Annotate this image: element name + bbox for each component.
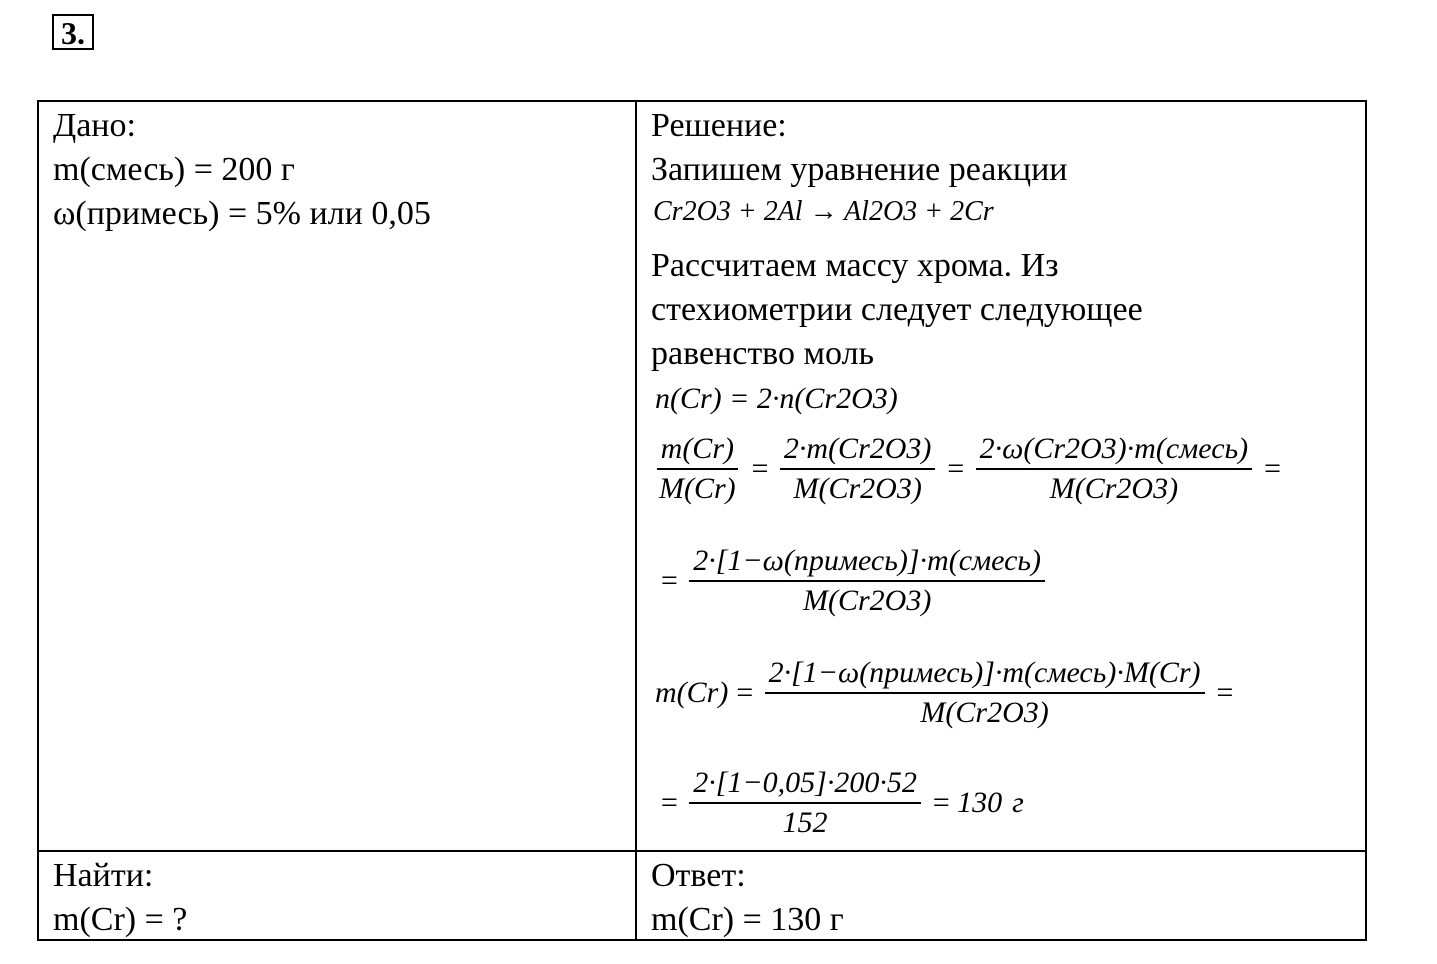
solution-step-line-2: стехиометрии следует следующее xyxy=(651,291,1143,328)
solution-table xyxy=(37,100,1367,941)
column-divider xyxy=(635,102,637,939)
fraction-denominator: M(Cr2O3) xyxy=(1049,472,1179,505)
equals-sign: = xyxy=(659,564,680,597)
fraction-numerator: 2·ω(Cr2O3)·m(смесь) xyxy=(976,432,1253,470)
solution-heading: Решение: xyxy=(651,107,787,144)
moles-equation-text: n(Cr) = 2·n(Cr2O3) xyxy=(655,382,898,415)
row-divider xyxy=(39,850,1365,852)
equals-sign: = xyxy=(945,452,966,485)
fraction-impurity xyxy=(689,544,1045,618)
fraction-denominator: M(Cr2O3) xyxy=(802,584,932,617)
answer-heading: Ответ: xyxy=(651,857,746,894)
equals-sign: = xyxy=(1214,676,1235,709)
equals-sign: = xyxy=(734,676,755,709)
fraction-denominator: M(Cr) xyxy=(659,472,736,505)
fraction-numerator: 2·[1−ω(примесь)]·m(смесь)·M(Cr) xyxy=(765,656,1205,694)
fraction-denominator: M(Cr2O3) xyxy=(793,472,922,505)
fraction-numerator: 2·[1−0,05]·200·52 xyxy=(689,766,921,804)
calc-result: 130 xyxy=(957,786,1003,819)
equals-sign: = xyxy=(749,452,770,485)
equals-sign: = xyxy=(659,786,680,819)
mass-lhs: m(Cr) xyxy=(655,676,729,709)
fraction-numerator: 2·[1−ω(примесь)]·m(смесь) xyxy=(689,544,1045,582)
equals-sign: = xyxy=(930,786,952,819)
ratio-equation xyxy=(651,432,1288,506)
reaction-equation xyxy=(653,196,994,228)
solution-step-line-1: Рассчитаем массу хрома. Из xyxy=(651,247,1059,284)
solution-intro: Запишем уравнение реакции xyxy=(651,151,1068,188)
fraction-m-over-M-cr xyxy=(655,432,740,506)
solution-step-line-3: равенство моль xyxy=(651,335,875,372)
fraction-oxide-fraction xyxy=(976,432,1253,506)
fraction-mass-formula xyxy=(765,656,1205,730)
find-heading: Найти: xyxy=(53,857,154,894)
reaction-equation-text: Cr2O3 + 2Al → Al2O3 + 2Cr xyxy=(653,196,994,227)
given-impurity-fraction: ω(примесь) = 5% или 0,05 xyxy=(53,195,431,232)
fraction-denominator: 152 xyxy=(782,806,828,839)
fraction-denominator: M(Cr2O3) xyxy=(920,696,1049,729)
given-mass-mixture: m(смесь) = 200 г xyxy=(53,151,295,188)
equals-sign: = xyxy=(1262,452,1283,485)
fraction-numeric xyxy=(689,766,921,840)
mass-chromium-equation xyxy=(655,656,1241,730)
continuation-equation xyxy=(653,544,1049,618)
problem-number: 3. xyxy=(52,14,94,50)
calc-unit: г xyxy=(1012,786,1024,819)
numeric-calculation xyxy=(653,766,1024,840)
answer-value: m(Cr) = 130 г xyxy=(651,901,844,938)
moles-equation xyxy=(655,382,898,416)
fraction-oxide-mass xyxy=(780,432,936,506)
fraction-numerator: 2·m(Cr2O3) xyxy=(780,432,936,470)
find-target: m(Cr) = ? xyxy=(53,901,188,938)
fraction-numerator: m(Cr) xyxy=(657,432,738,470)
given-heading: Дано: xyxy=(53,107,136,144)
